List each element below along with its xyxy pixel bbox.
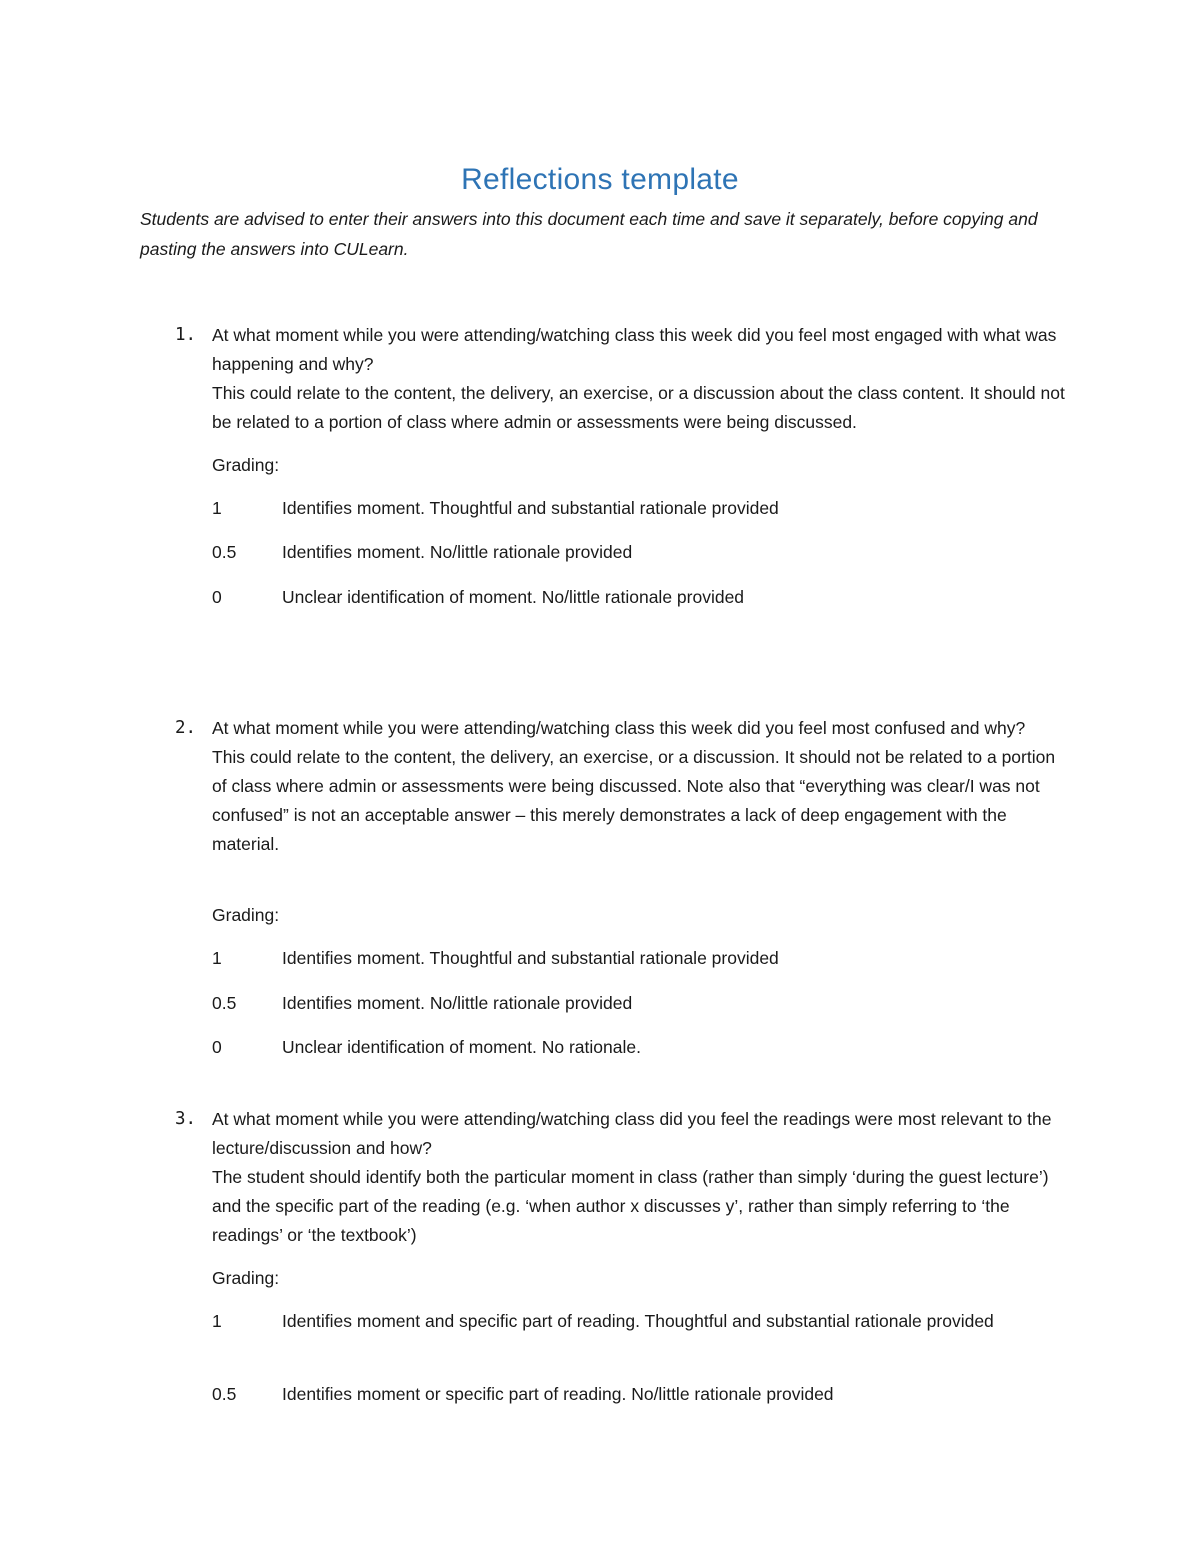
grade-score: 0 [212, 1037, 222, 1057]
grade-description: Unclear identification of moment. No/little rationale provided [282, 587, 745, 607]
question-text: At what moment while you were attending/watching class this week did you feel most engaged with what was happening and why? [212, 325, 1057, 374]
grade-description: Identifies moment. No/little rationale provided [282, 993, 633, 1013]
grade-score: 1 [212, 1311, 222, 1331]
question-number: 1. [175, 325, 197, 345]
question-body [212, 714, 1072, 859]
question-text: At what moment while you were attending/watching class this week did you feel most confused and why? [212, 718, 1026, 738]
grade-description: Identifies moment and specific part of reading. Thoughtful and substantial rationale provided [282, 1311, 994, 1331]
grading-label: Grading: [212, 1268, 280, 1288]
grade-description: Identifies moment. Thoughtful and substantial rationale provided [282, 948, 779, 968]
document-title: Reflections template [461, 163, 739, 196]
question-number: 3. [175, 1109, 197, 1129]
question-text: At what moment while you were attending/watching class did you feel the readings were most relevant to the lecture/discussion and how? [212, 1109, 1052, 1158]
question-body [212, 1105, 1072, 1250]
question-body [212, 321, 1072, 437]
grade-score: 1 [212, 498, 222, 518]
question-guidance: This could relate to the content, the delivery, an exercise, or a discussion. It should not be related to a portion of class where admin or assessments were being discussed. Note also that “everything was clear/I was not confused” is not an acceptable answer – this merely demonstrates a lack of deep engagement with the material. [212, 747, 1056, 854]
grade-score: 0.5 [212, 1384, 237, 1404]
grade-description: Identifies moment. No/little rationale provided [282, 542, 633, 562]
question-number: 2. [175, 718, 197, 738]
grade-score: 0.5 [212, 993, 237, 1013]
grading-label: Grading: [212, 455, 280, 475]
grade-score: 0.5 [212, 542, 237, 562]
grade-description: Identifies moment or specific part of reading. No/little rationale provided [282, 1384, 834, 1404]
grading-label: Grading: [212, 905, 280, 925]
intro-text: Students are advised to enter their answers into this document each time and save it separately, before copying and pasting the answers into CULearn. [140, 209, 1038, 259]
question-guidance: The student should identify both the particular moment in class (rather than simply ‘during the guest lecture’) and the specific part of the reading (e.g. ‘when author x discusses y’, rather than simply referring to ‘the readings’ or ‘the textbook’) [212, 1167, 1049, 1245]
question-guidance: This could relate to the content, the delivery, an exercise, or a discussion about the class content. It should not be related to a portion of class where admin or assessments were being discussed. [212, 383, 1065, 432]
grade-score: 0 [212, 587, 222, 607]
grade-description: Identifies moment. Thoughtful and substantial rationale provided [282, 498, 779, 518]
grade-score: 1 [212, 948, 222, 968]
grade-description: Unclear identification of moment. No rationale. [282, 1037, 641, 1057]
